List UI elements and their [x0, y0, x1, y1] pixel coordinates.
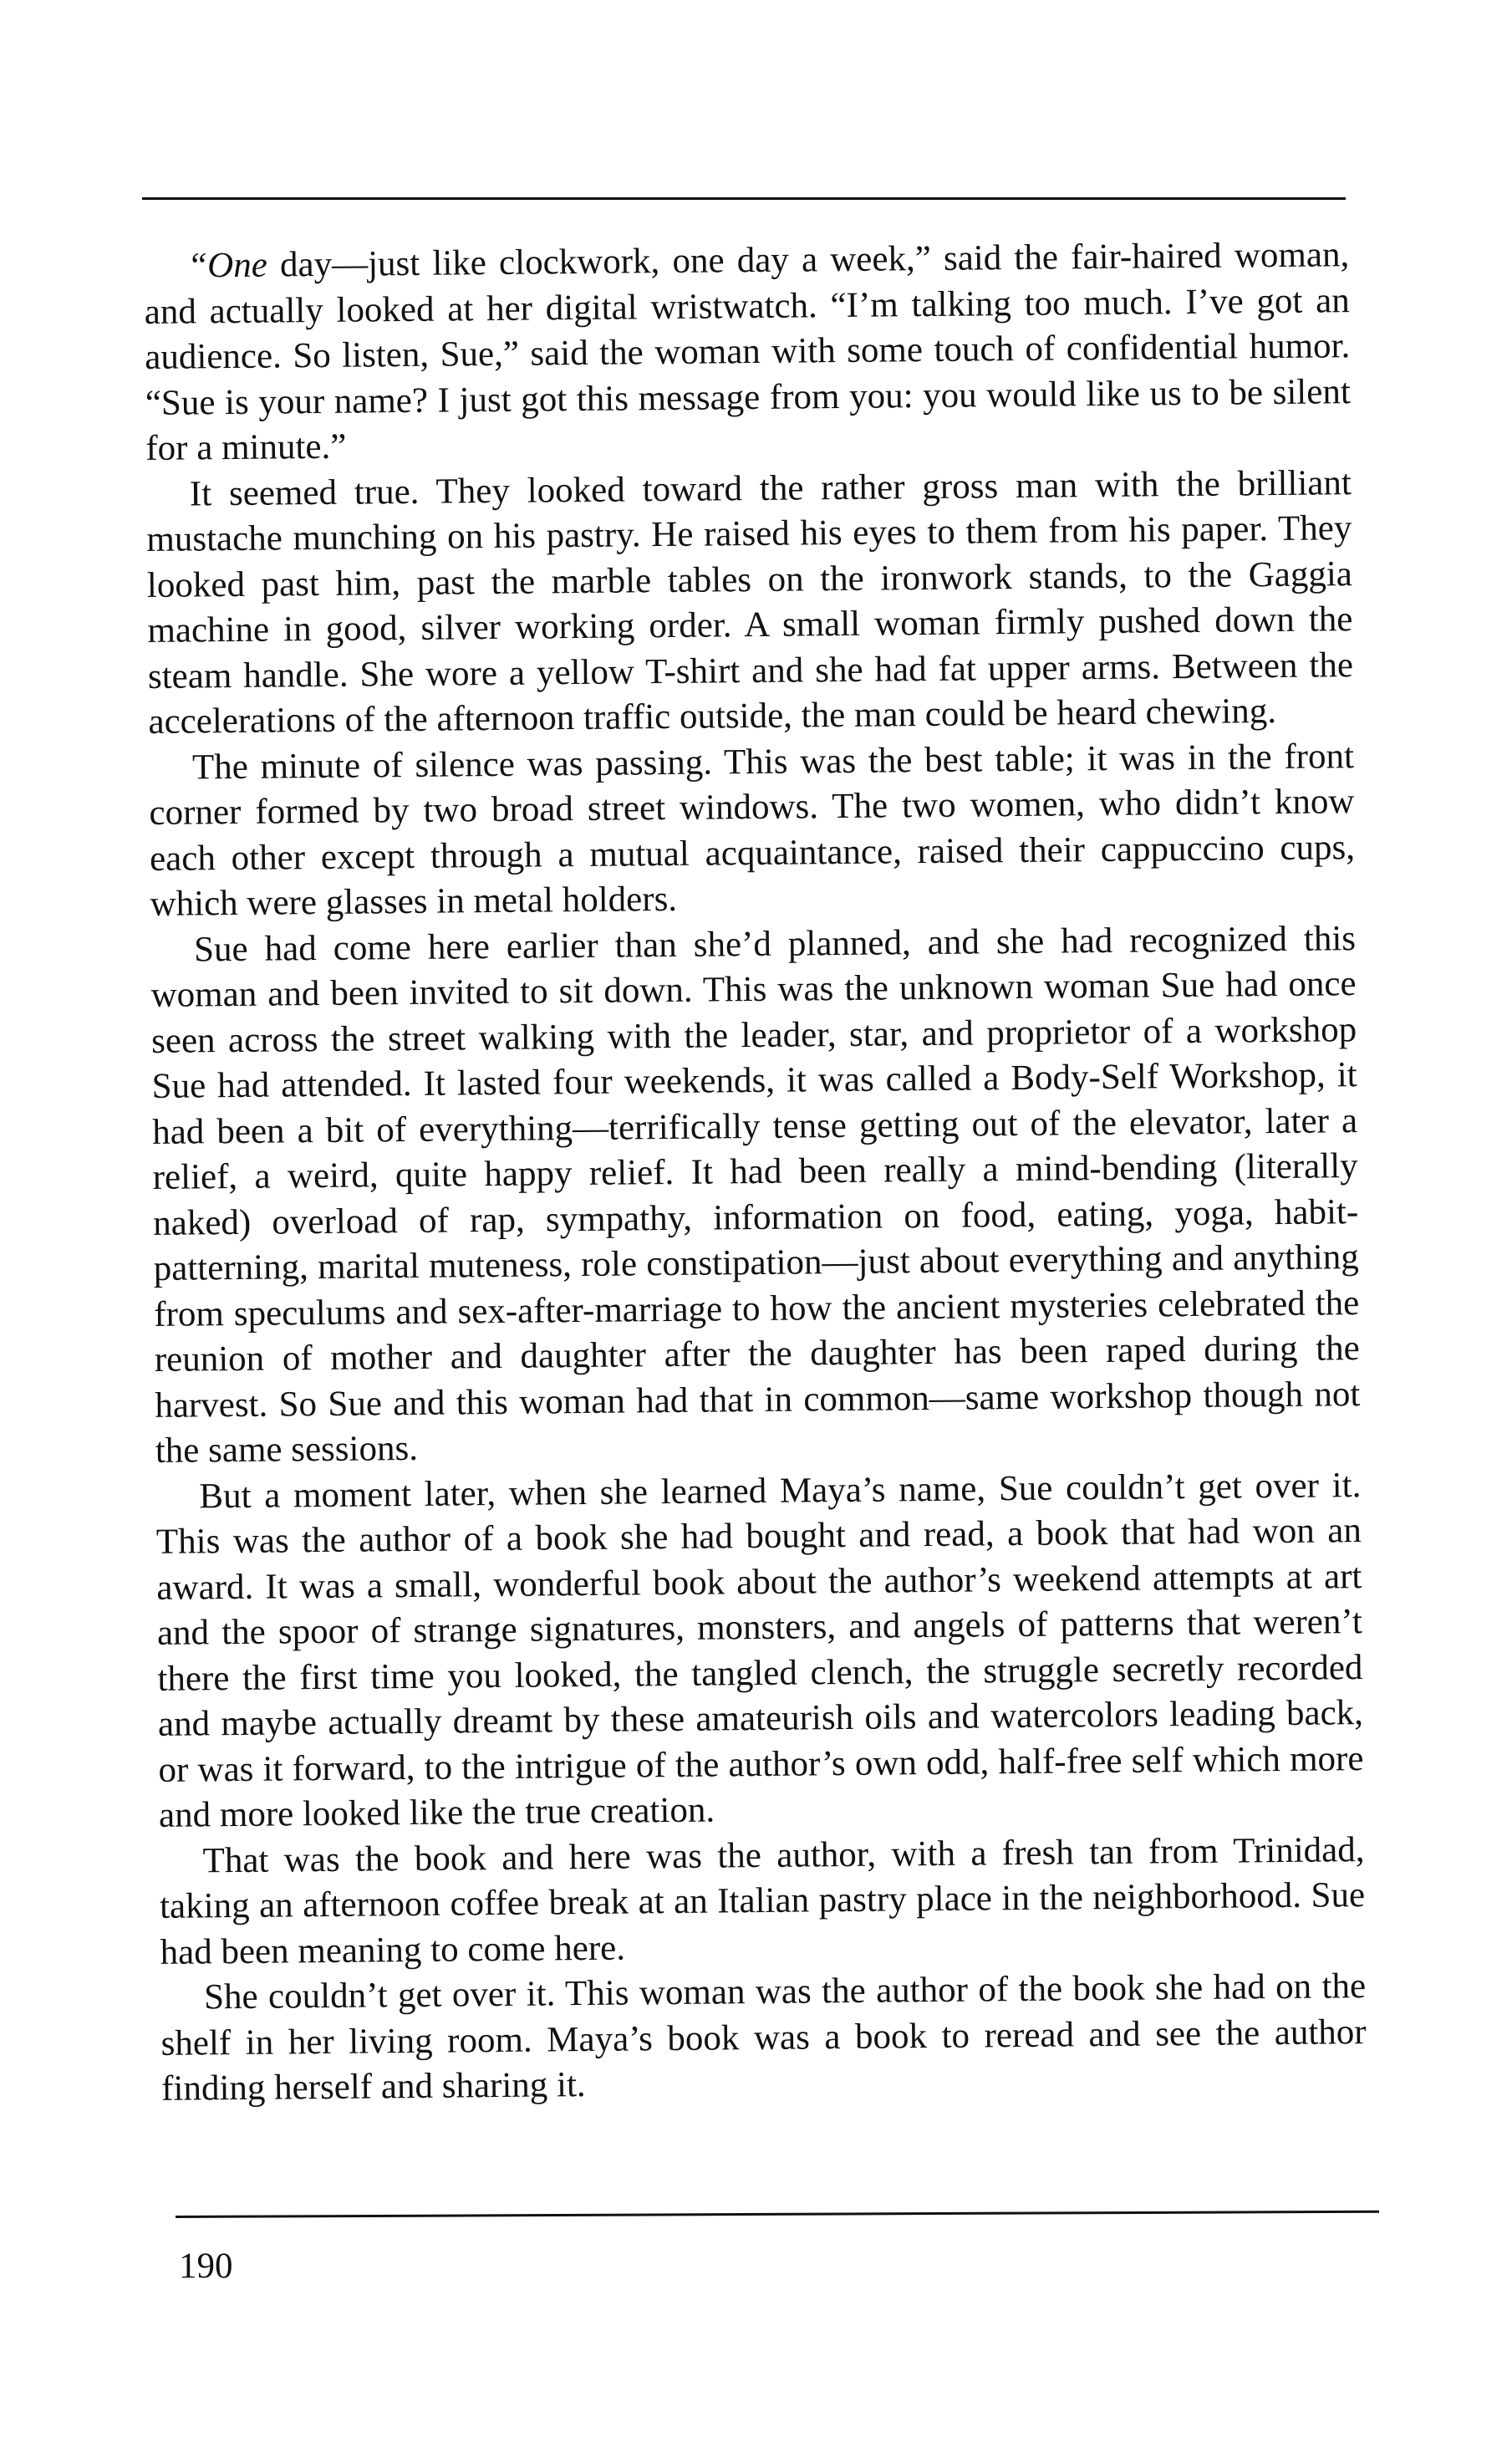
- bottom-rule: [176, 2211, 1379, 2218]
- top-rule: [142, 197, 1346, 200]
- paragraph-1-italic-lead: “One: [187, 245, 268, 286]
- paragraph-3: The minute of silence was passing. This was the best table; it was in the front corner formed by two broad street windows. The two women, who didn’t know each other except through a mutual acquaintance, raised their cappuccino cups, which were glasses in metal holders.: [149, 736, 1356, 924]
- paragraph-2: It seemed true. They looked toward the rather gross man with the brilliant mustache munching on his pastry. He raised his eyes to them from his paper. They looked past him, past the marble tables on the ironwork stands, to the Gaggia machine in good, silver working order. A small woman firmly pushed down the steam handle. She wore a yellow T-shirt and she had fat upper arms. Between the accelerations of the afternoon traffic outside, the man could be heard chewing.: [146, 462, 1354, 742]
- paragraph-6: That was the book and here was the author, with a fresh tan from Trinidad, taking an afternoon coffee break at an Italian pastry place in the neighborhood. Sue had been meaning to come here.: [159, 1829, 1366, 1972]
- paragraph-7: She couldn’t get over it. This woman was the author of the book she had on the shelf in her living room. Maya’s book was a book to reread and see the author finding herself and sharing it.: [160, 1966, 1367, 2109]
- paragraph-1: [144, 232, 1352, 472]
- body-text: [144, 232, 1367, 2112]
- paragraph-1-text: day—just like clockwork, one day a week,” said the fair-haired woman, and actually looked at her digital wristwatch. “I’m talking too much. I’ve got an audience. So listen, Sue,” said the woman with some touch of confidential humor. “Sue is your name? I just got this message from you: you would like us to be silent for a minute.”: [144, 235, 1351, 468]
- paragraph-4: Sue had come here earlier than she’d planned, and she had recognized this woman and been invited to sit down. This was the unknown woman Sue had once seen across the street walking with the leader, star, and proprietor of a workshop Sue had attended. It lasted four weekends, it was called a Body-Self Workshop, it had been a bit of everything—terrifically tense getting out of the elevator, later a relief, a weird, quite happy relief. It had been really a mind-bending (literally naked) overload of rap, sympathy, information on food, eating, yoga, habit-patterning, marital muteness, role constipation—just about everything and anything from speculums and sex-after-marriage to how the ancient mysteries celebrated the reunion of mother and daughter after the daughter has been raped during the harvest. So Sue and this woman had that in common—same workshop though not the same sessions.: [150, 918, 1361, 1471]
- paragraph-5: But a moment later, when she learned Maya’s name, Sue couldn’t get over it. This was the author of a book she had bought and read, a book that had won an award. It was a small, wonderful book about the author’s weekend attempts at art and the spoor of strange signatures, monsters, and angels of patterns that weren’t there the first time you looked, the tangled clench, the struggle secretly recorded and maybe actually dreamt by these amateurish oils and watercolors leading back, or was it forward, to the intrigue of the author’s own odd, half-free self which more and more looked like the true creation.: [155, 1465, 1364, 1835]
- page-number: 190: [179, 2247, 233, 2286]
